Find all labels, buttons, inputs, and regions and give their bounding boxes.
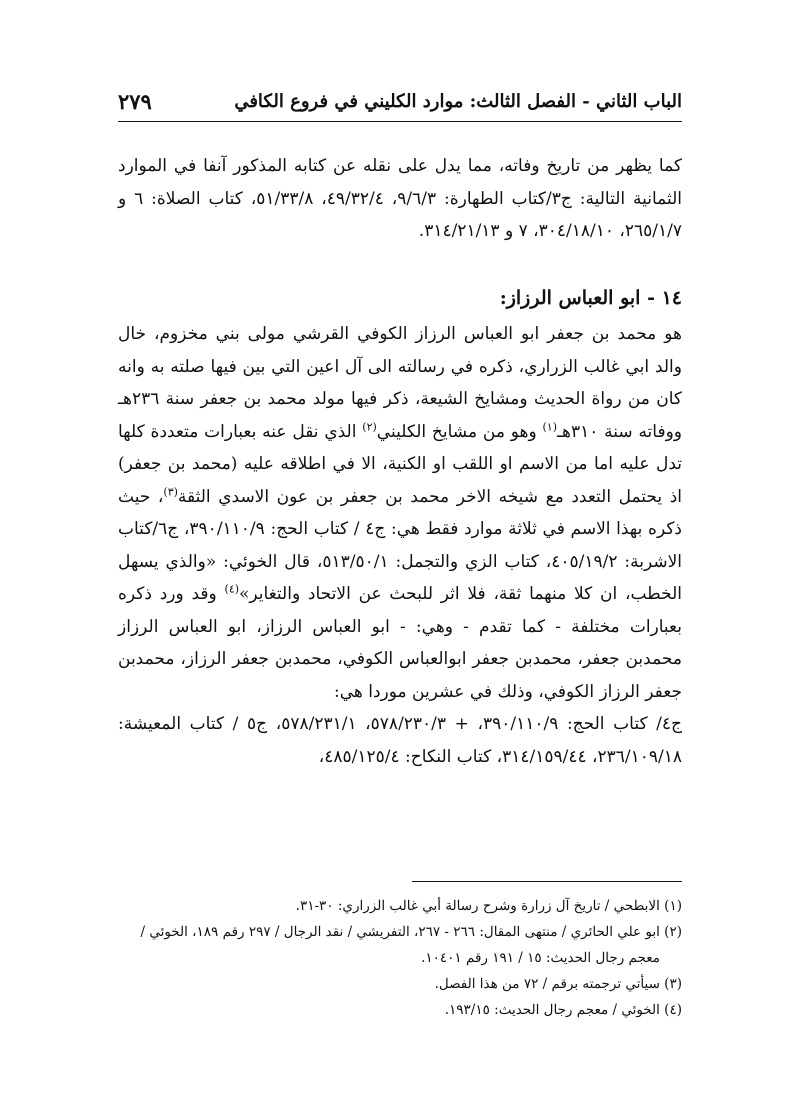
footnote-ref-4[interactable]: (٤) xyxy=(224,582,240,596)
paragraph-2 xyxy=(118,318,682,708)
footnote-ref-1[interactable]: (١) xyxy=(542,419,557,433)
footnote-2-continued: معجم رجال الحديث: ١٥ / ١٩١ رقم ١٠٤٠١. xyxy=(421,950,660,966)
chapter-title: الباب الثاني - الفصل الثالث: موارد الكليني في فروع الكافي xyxy=(234,90,682,112)
footnote-ref-3[interactable]: (٣) xyxy=(163,484,178,498)
paragraph-3: ج٤/ كتاب الحج: ٣٩٠/١١٠/٩، + ٥٧٨/٢٣٠/٣، ٥٧٨/٢٣١/١، ج٥ / كتاب المعيشة: ٢٣٦/١٠٩/١٨، ٣١٤/١٥٩/٤٤، كتاب النكاح: ٤٨٥/١٢٥/٤، xyxy=(118,714,682,767)
header-rule xyxy=(118,121,682,122)
paragraph-2-part-a: هو محمد بن جعفر ابو العباس الرزاز الكوفي القرشي مولى بني مخزوم، خال والد ابي غالب الزراري، ذكره في رسالته الى آل اعين التي بين فيها صلته به وانه كان من رواة الحديث ومشايخ الشيعة، ذكر فيها مولد محمد بن جعفر سنة ٢٣٦هـ ووفاته سنة ٣١٠هـ xyxy=(118,324,683,442)
footnote-ref-2[interactable]: (٢) xyxy=(362,419,377,433)
paragraph-2-part-d: ، حيث ذكره بهذا الاسم في ثلاثة موارد فقط هي: ج٤ / كتاب الحج: ٣٩٠/١١٠/٩، ج٦/كتاب الاشربة: ٤٠٥/١٩/٢، كتاب الزي والتجمل: ٥١٣/٥٠/١، قال الخوئي: «والذي يسهل الخطب، ان كلا منهما ثقة، فلا اثر للبحث عن الاتحاد والتغاير» xyxy=(118,486,682,604)
footnote-rule xyxy=(412,881,682,882)
paragraph-2-part-c: الذي نقل عنه بعبارات متعددة كلها تدل عليه اما من الاسم او اللقب او الكنية، الا في اطلاقه عليه (محمد بن جعفر) اذ يحتمل التعدد مع شيخه الاخر محمد بن جعفر بن عون الاسدي الثقة xyxy=(118,421,682,507)
footnotes xyxy=(118,893,682,1023)
footnote-4: (٤) الخوئي / معجم رجال الحديث: ١٩٣/١٥. xyxy=(444,1002,682,1018)
paragraph-1: كما يظهر من تاريخ وفاته، مما يدل على نقله عن كتابه المذكور آنفا في الموارد الثمانية التالية: ج٣/كتاب الطهارة: ٩/٦/٣، ٤٩/٣٢/٤، ٥١/٣٣/٨، كتاب الصلاة: ٦ و ٢٦٥/١/٧، ٣٠٤/١٨/١٠، ٧ و ٣١٤/٢١/١٣. xyxy=(118,156,683,241)
footnote-3: (٣) سيأتي ترجمته برقم / ٧٢ من هذا الفصل. xyxy=(434,976,682,992)
running-header xyxy=(118,84,682,118)
main-text xyxy=(118,150,682,773)
footnote-1: (١) الابطحي / تاريخ آل زرارة وشرح رسالة أبي غالب الزراري: ٣٠-٣١. xyxy=(295,898,682,914)
paragraph-2-part-e: وقد ورد ذكره بعبارات مختلفة - كما تقدم - وهي: - ابو العباس الرزاز، ابو العباس الرزاز محمدبن جعفر، محمدبن جعفر ابوالعباس الكوفي، محمدبن جعفر الرزاز، محمدبن جعفر الرزاز الكوفي، وذلك في عشرين موردا هي: xyxy=(118,584,682,702)
footnote-2: (٢) ابو علي الحائري / منتهى المقال: ٢٦٦ - ٢٦٧، التفريشي / نقد الرجال / ٢٩٧ رقم ١٨٩، الخوئي / xyxy=(140,924,682,940)
section-title: ١٤ - ابو العباس الرزاز: xyxy=(499,286,682,309)
paragraph-2-part-b: وهو من مشايخ الكليني xyxy=(376,421,543,442)
page-number: ٢٧٩ xyxy=(118,88,152,114)
